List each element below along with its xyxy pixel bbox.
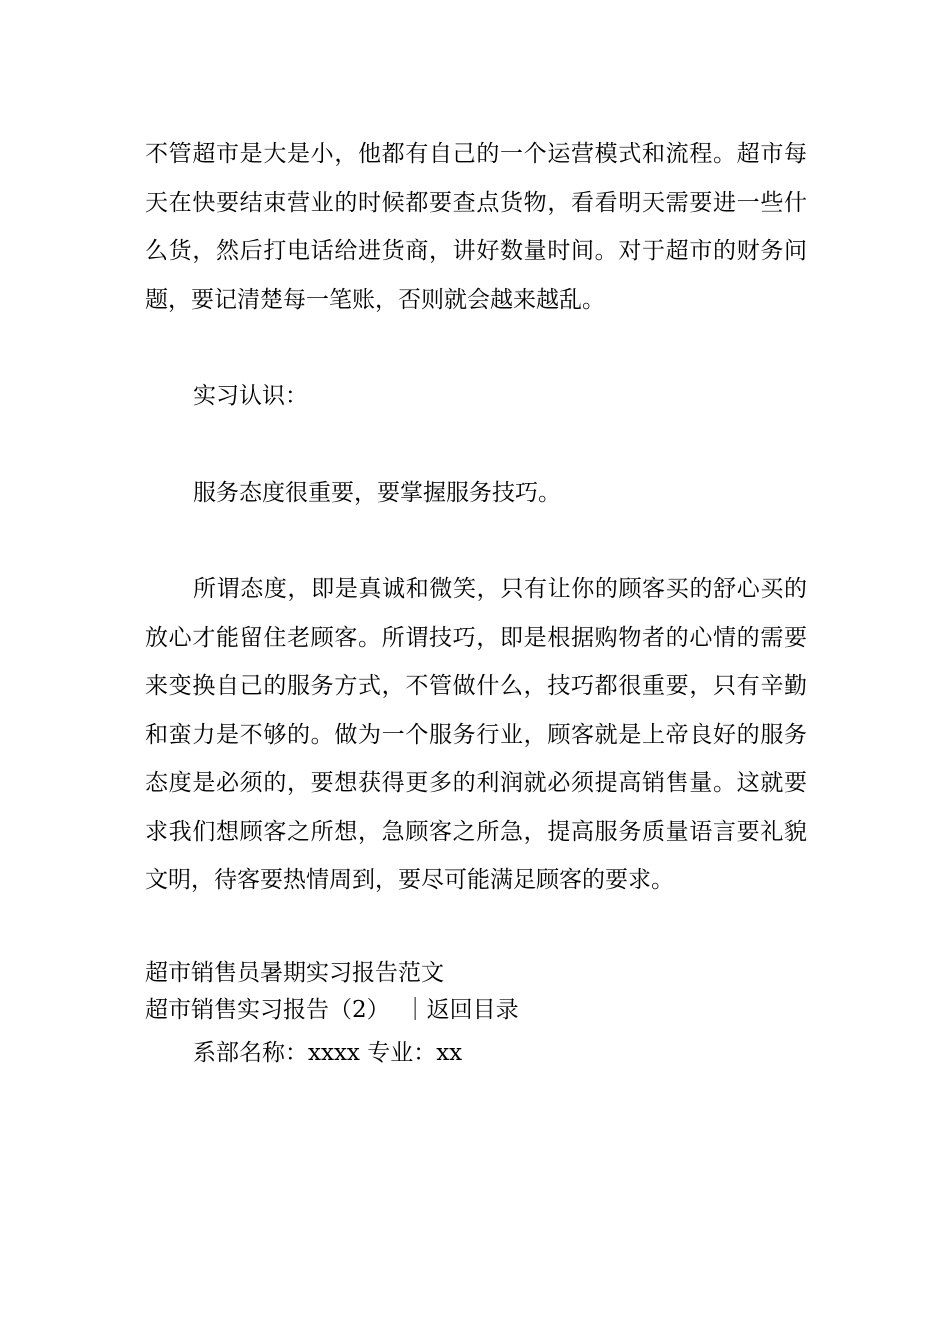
back-to-toc-link[interactable]: 返回目录 bbox=[426, 996, 519, 1023]
paragraph-internship-insight-heading: 实习认识： bbox=[193, 383, 308, 409]
related-article-link[interactable]: 超市销售员暑期实习报告范文 bbox=[145, 959, 444, 986]
related-link-line bbox=[145, 955, 807, 992]
paragraph-attitude-skills: 所谓态度，即是真诚和微笑，只有让你的顾客买的舒心买的放心才能留住老顾客。所谓技巧，即是根据购物者的心情的需要来变换自己的服务方式，不管做什么，技巧都很重要，只有辛勤和蛮力是不够的。做为一个服务行业，顾客就是上帝良好的服务态度是必须的，要想获得更多的利润就必须提高销售量。这就要求我们想顾客之所想，急顾客之所急，提高服务质量语言要礼貌文明，待客要热情周到，要尽可能满足顾客的要求。 bbox=[145, 576, 807, 893]
paragraph-service-attitude: 服务态度很重要，要掌握服务技巧。 bbox=[193, 479, 561, 506]
related-links bbox=[145, 955, 807, 1029]
department-major-line: 系部名称：xxxx 专业：xx bbox=[193, 1039, 463, 1066]
link-separator: ｜ bbox=[403, 996, 427, 1023]
paragraph-operations: 不管超市是大是小，他都有自己的一个运营模式和流程。超市每天在快要结束营业的时候都要查点货物，看看明天需要进一些什么货，然后打电话给进货商，讲好数量时间。对于超市的财务问题，要记清楚每一笔账，否则就会越来越乱。 bbox=[145, 141, 807, 313]
next-article-link[interactable]: 超市销售实习报告（2） bbox=[145, 996, 390, 1023]
document-page bbox=[145, 130, 807, 1072]
next-article-line bbox=[145, 992, 807, 1029]
